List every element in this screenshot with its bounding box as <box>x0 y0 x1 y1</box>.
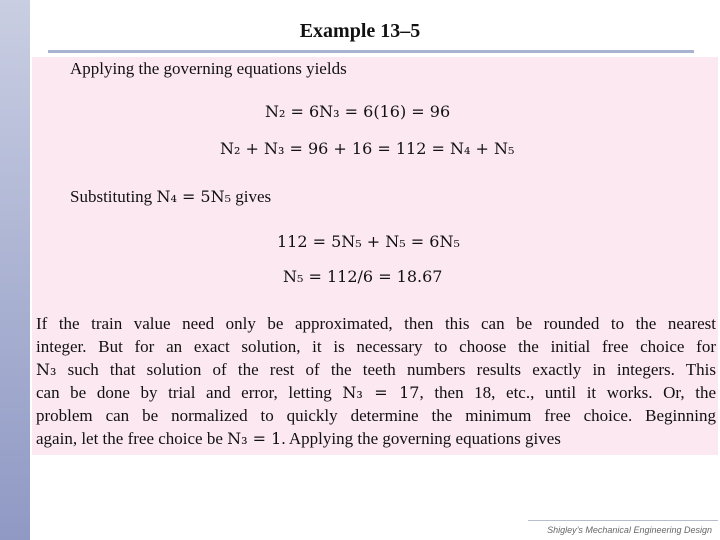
paragraph-line-4 <box>36 381 716 404</box>
paragraph-line-6 <box>36 427 716 450</box>
substitution-line <box>70 187 271 207</box>
equation-4: N₅ = 112/6 = 18.67 <box>283 267 443 286</box>
footer-rule <box>528 520 718 521</box>
paragraph-line-2: integer. But for an exact solution, it is necessary to choose the initial free choice for <box>36 337 716 356</box>
equation-3: 112 = 5N₅ + N₅ = 6N₅ <box>277 232 460 251</box>
paragraph-line-3 <box>36 358 716 381</box>
substitution-math: N₄ = 5N₅ <box>156 187 232 206</box>
paragraph-line-6-post: . Applying the governing equations gives <box>281 429 561 448</box>
paragraph-line-3-text: such that solution of the rest of the teeth numbers results exactly in integers. This <box>67 360 716 379</box>
paragraph-math-n3-1: N₃ = 1 <box>227 429 282 448</box>
paragraph-math-n3-17: N₃ = 17 <box>342 383 420 402</box>
equation-1: N₂ = 6N₃ = 6(16) = 96 <box>265 102 451 121</box>
title-underline <box>48 50 694 53</box>
side-gradient-bar <box>0 0 30 540</box>
equation-2: N₂ + N₃ = 96 + 16 = 112 = N₄ + N₅ <box>220 139 515 158</box>
intro-text: Applying the governing equations yields <box>70 59 347 78</box>
paragraph-line-4-pre: can be done by trial and error, letting <box>36 383 332 402</box>
footer-caption: Shigley’s Mechanical Engineering Design <box>547 525 712 535</box>
paragraph-line-1: If the train value need only be approximated, then this can be rounded to the nearest <box>36 314 716 333</box>
content-panel <box>32 57 718 455</box>
slide-title: Example 13–5 <box>299 20 421 42</box>
paragraph-line-5: problem can be normalized to quickly determine the minimum free choice. Beginning <box>36 406 716 425</box>
paragraph-line-4-post: , then 18, etc., until it works. Or, the <box>419 383 717 402</box>
paragraph-math-n3: N₃ <box>36 360 57 379</box>
substitution-prefix: Substituting <box>70 187 153 206</box>
paragraph-line-6-pre: again, let the free choice be <box>36 429 223 448</box>
explanation-paragraph <box>36 312 716 450</box>
substitution-suffix: gives <box>235 187 272 206</box>
